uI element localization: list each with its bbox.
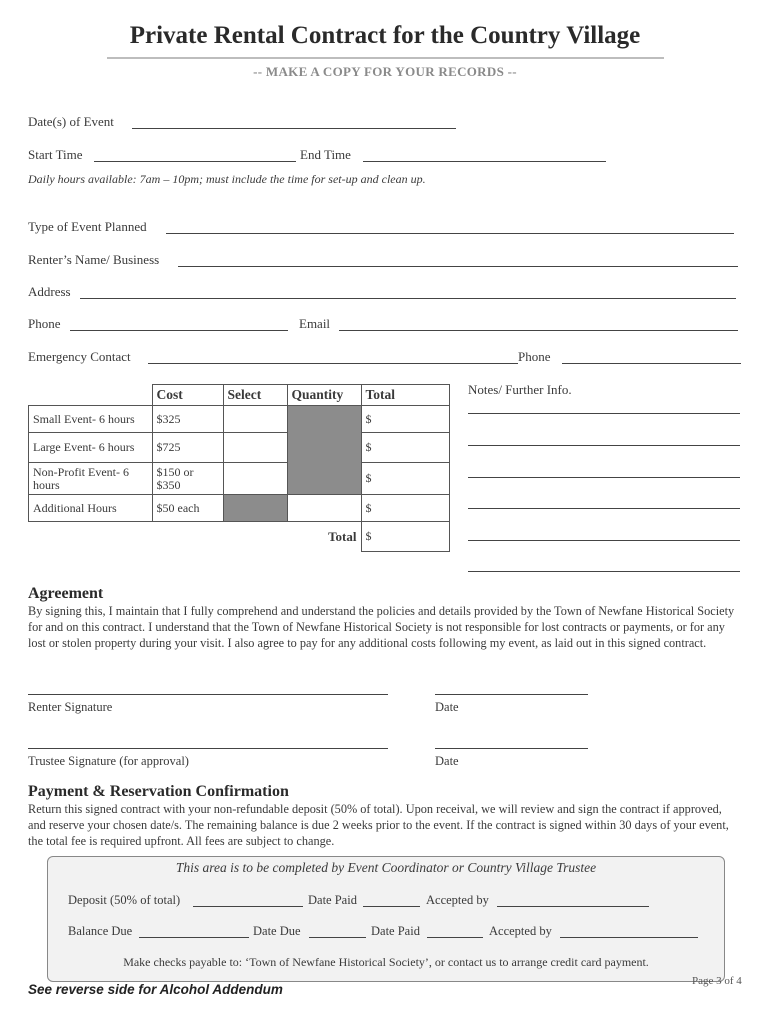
select-cell-small[interactable] — [223, 406, 287, 433]
table-row — [29, 406, 450, 433]
row-total[interactable]: $ — [361, 495, 449, 522]
row-cost: $325 — [152, 406, 223, 433]
select-cell-nonprofit[interactable] — [223, 463, 287, 495]
page-subtitle: -- MAKE A COPY FOR YOUR RECORDS -- — [253, 64, 517, 79]
row-label: Small Event- 6 hours — [29, 406, 153, 433]
start-time-label: Start Time — [28, 147, 83, 162]
event-type-label: Type of Event Planned — [28, 219, 147, 234]
row-label: Large Event- 6 hours — [29, 433, 153, 463]
checks-note: Make checks payable to: ‘Town of Newfane Historical Society’, or contact us to arrange credit card payment. — [123, 955, 649, 969]
accepted-by2-label: Accepted by — [489, 924, 552, 938]
trustee-signature-line[interactable] — [28, 748, 388, 749]
title-rule — [107, 57, 664, 59]
date-due-label: Date Due — [253, 924, 301, 938]
row-label: Additional Hours — [29, 495, 153, 522]
date-due-field[interactable] — [309, 937, 366, 938]
row-total[interactable]: $ — [361, 433, 449, 463]
select-header: Select — [223, 385, 287, 406]
start-time-field[interactable] — [94, 161, 296, 162]
phone-label: Phone — [28, 316, 61, 331]
row-cost: $50 each — [152, 495, 223, 522]
grand-total-label: Total — [328, 528, 357, 544]
email-field[interactable] — [339, 330, 738, 331]
table-row — [29, 463, 450, 495]
payment-heading: Payment & Reservation Confirmation — [28, 783, 289, 800]
cost-table — [28, 384, 450, 552]
event-type-field[interactable] — [166, 233, 734, 234]
end-time-field[interactable] — [363, 161, 606, 162]
table-row — [29, 495, 450, 522]
notes-line[interactable] — [468, 445, 740, 446]
balance-due-field[interactable] — [139, 937, 249, 938]
emergency-contact-label: Emergency Contact — [28, 349, 131, 364]
hours-note: Daily hours available: 7am – 10pm; must include the time for set-up and clean up. — [28, 172, 426, 186]
grand-total-value[interactable]: $ — [361, 522, 449, 552]
row-total[interactable]: $ — [361, 406, 449, 433]
emergency-phone-field[interactable] — [562, 363, 741, 364]
agreement-text: By signing this, I maintain that I fully comprehend and understand the policies and details provided by the Town of Newfane Historical Society for and on this contract. I understand that the Town of Newfane Historical Society is not responsible for lost contracts or payments, or for any lost or stolen property during your visit. I also agree to pay for any additional costs following my event, as laid out in this signed contract. — [28, 604, 735, 650]
row-cost: $725 — [152, 433, 223, 463]
date-paid-field[interactable] — [363, 906, 420, 907]
quantity-header: Quantity — [287, 385, 361, 406]
trustee-date-label: Date — [435, 754, 459, 768]
end-time-label: End Time — [300, 147, 351, 162]
select-cell-large[interactable] — [223, 433, 287, 463]
phone-field[interactable] — [70, 330, 288, 331]
emergency-contact-field[interactable] — [148, 363, 518, 364]
renter-signature-label: Renter Signature — [28, 700, 113, 714]
payment-text: Return this signed contract with your non-refundable deposit (50% of total). Upon receival, we will review and sign the contract if approved, and reserve your chosen date/s. The remaining balance is due 2 weeks prior to the event. If the contract is signed within 30 days of your event, the total fee is required upfront. All fees are subject to change. — [28, 802, 729, 848]
address-field[interactable] — [80, 298, 736, 299]
quantity-shaded-cell — [287, 406, 361, 495]
table-row — [29, 433, 450, 463]
row-cost: $150 or $350 — [152, 463, 223, 495]
accepted-by-field[interactable] — [497, 906, 649, 907]
renter-name-label: Renter’s Name/ Business — [28, 252, 160, 267]
select-shaded-cell — [223, 495, 287, 522]
row-total[interactable]: $ — [361, 463, 449, 495]
quantity-cell-additional[interactable] — [287, 495, 361, 522]
reverse-side-note: See reverse side for Alcohol Addendum — [28, 982, 283, 997]
emergency-phone-label: Phone — [518, 349, 551, 364]
email-label: Email — [299, 316, 331, 331]
deposit-field[interactable] — [193, 906, 303, 907]
notes-line[interactable] — [468, 477, 740, 478]
address-label: Address — [28, 284, 71, 299]
renter-date-line[interactable] — [435, 694, 588, 695]
date-paid2-field[interactable] — [427, 937, 483, 938]
renter-signature-line[interactable] — [28, 694, 388, 695]
deposit-label: Deposit (50% of total) — [68, 893, 181, 907]
page-title: Private Rental Contract for the Country Village — [129, 22, 641, 49]
coordinator-heading: This area is to be completed by Event Coordinator or Country Village Trustee — [175, 860, 597, 875]
accepted-by2-field[interactable] — [560, 937, 698, 938]
trustee-signature-label: Trustee Signature (for approval) — [28, 754, 189, 768]
row-label: Non-Profit Event- 6 hours — [29, 463, 153, 495]
date-paid-label: Date Paid — [308, 893, 357, 907]
notes-line[interactable] — [468, 571, 740, 572]
cost-header: Cost — [152, 385, 223, 406]
notes-label: Notes/ Further Info. — [468, 382, 572, 397]
page-number: Page 3 of 4 — [692, 975, 742, 987]
total-header: Total — [361, 385, 449, 406]
renter-name-field[interactable] — [178, 266, 738, 267]
notes-line[interactable] — [468, 540, 740, 541]
date-paid2-label: Date Paid — [371, 924, 420, 938]
notes-line[interactable] — [468, 508, 740, 509]
dates-of-event-label: Date(s) of Event — [28, 114, 114, 129]
dates-of-event-field[interactable] — [132, 128, 456, 129]
renter-date-label: Date — [435, 700, 459, 714]
accepted-by-label: Accepted by — [426, 893, 489, 907]
trustee-date-line[interactable] — [435, 748, 588, 749]
agreement-heading: Agreement — [28, 585, 104, 602]
notes-line[interactable] — [468, 413, 740, 414]
balance-due-label: Balance Due — [68, 924, 133, 938]
